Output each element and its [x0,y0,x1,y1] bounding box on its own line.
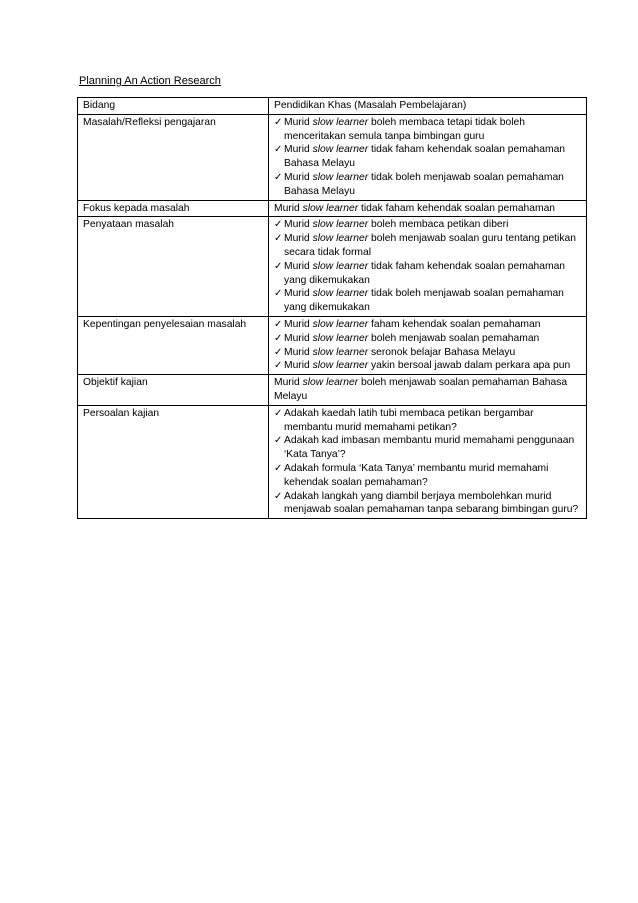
row-content [269,405,587,518]
row-content: Murid slow learner boleh menjawab soalan pemahaman Bahasa Melayu [269,375,587,406]
row-content [269,316,587,374]
row-content: Murid slow learner tidak faham kehendak soalan pemahaman [269,200,587,217]
row-label: Penyataan masalah [78,217,269,317]
checklist [274,318,581,373]
checklist-item: ✓ Adakah langkah yang diambil berjaya membolehkan murid menjawab soalan pemahaman tanpa sebarang bimbingan guru? [274,490,579,516]
checklist-item: ✓ Murid slow learner tidak boleh menjawab soalan pemahaman yang dikemukakan [274,288,564,314]
check-icon: ✓ [274,407,283,419]
check-icon: ✓ [274,144,283,156]
check-icon: ✓ [274,490,283,502]
check-icon: ✓ [274,260,283,272]
checklist-item: ✓ Murid slow learner tidak boleh menjawab soalan pemahaman Bahasa Melayu [274,171,564,197]
check-icon: ✓ [274,219,283,231]
check-icon: ✓ [274,318,283,330]
checklist [274,218,581,315]
action-research-table [77,97,587,519]
check-icon: ✓ [274,233,283,245]
row-label: Masalah/Refleksi pengajaran [78,114,269,200]
checklist-item: ✓ Murid slow learner yakin bersoal jawab dalam perkara apa pun [274,360,571,372]
row-label: Fokus kepada masalah [78,200,269,217]
check-icon: ✓ [274,462,283,474]
check-icon: ✓ [274,171,283,183]
table-row [78,375,587,406]
row-label: Objektif kajian [78,375,269,406]
checklist-item: ✓ Murid slow learner boleh menjawab soalan guru tentang petikan secara tidak formal [274,233,576,258]
checklist-item: ✓ Murid slow learner tidak faham kehendak soalan pemahaman Bahasa Melayu [274,144,566,170]
check-icon: ✓ [274,288,283,300]
check-icon: ✓ [274,435,283,447]
checklist-item: ✓ Adakah kaedah latih tubi membaca petikan bergambar membantu murid memahami petikan? [274,407,534,433]
check-icon: ✓ [274,360,283,372]
checklist-item: ✓ Murid slow learner tidak faham kehendak soalan pemahaman yang dikemukakan [274,260,566,286]
header-label-cell: Bidang [78,98,269,115]
checklist-item: ✓ Murid slow learner boleh membaca tetapi tidak boleh menceritakan semula tanpa bimbingan guru [274,116,525,142]
table-row [78,316,587,374]
table-row [78,217,587,317]
row-content [269,217,587,317]
table-row [78,200,587,217]
check-icon: ✓ [274,116,283,128]
checklist-item: ✓ Adakah kad imbasan membantu murid memahami penggunaan ‘Kata Tanya’? [274,435,575,461]
row-content [269,114,587,200]
checklist-item: ✓ Murid slow learner seronok belajar Bahasa Melayu [274,346,516,358]
check-icon: ✓ [274,346,283,358]
checklist [274,407,581,517]
checklist-item: ✓ Adakah formula ‘Kata Tanya’ membantu murid memahami kehendak soalan pemahaman? [274,462,549,488]
check-icon: ✓ [274,332,283,344]
table-row [78,405,587,518]
page-title: Planning An Action Research [79,75,221,87]
checklist-item: ✓ Murid slow learner faham kehendak soalan pemahaman [274,318,541,330]
row-label: Persoalan kajian [78,405,269,518]
row-label: Kepentingan penyelesaian masalah [78,316,269,374]
table-row [78,114,587,200]
checklist-item: ✓ Murid slow learner boleh membaca petikan diberi [274,219,509,231]
checklist-item: ✓ Murid slow learner boleh menjawab soalan pemahaman [274,332,540,344]
header-value-cell: Pendidikan Khas (Masalah Pembelajaran) [269,98,587,115]
checklist [274,116,581,199]
table-header-row [78,98,587,115]
